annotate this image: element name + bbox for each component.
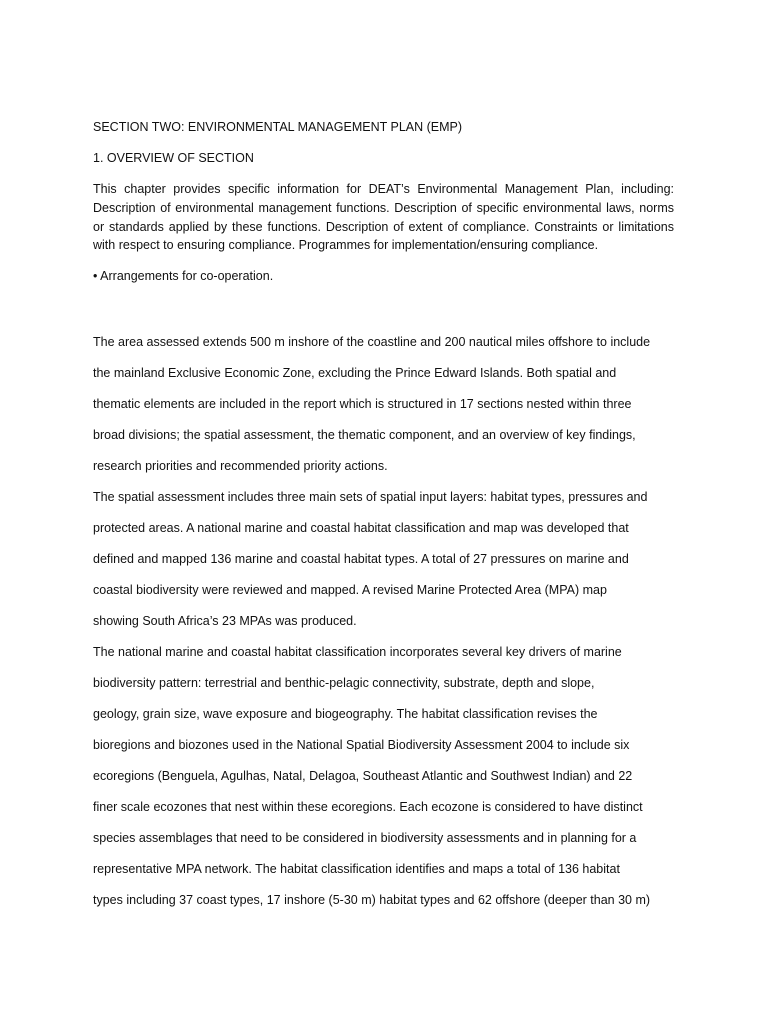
paragraph-spatial-assessment bbox=[93, 482, 674, 637]
paragraph-line: defined and mapped 136 marine and coastal habitat types. A total of 27 pressures on marine and bbox=[93, 552, 629, 567]
paragraph-line: The spatial assessment includes three main sets of spatial input layers: habitat types, pressures and bbox=[93, 490, 648, 505]
paragraph-line: protected areas. A national marine and coastal habitat classification and map was developed that bbox=[93, 521, 629, 536]
paragraph-line: geology, grain size, wave exposure and biogeography. The habitat classification revises the bbox=[93, 707, 598, 722]
subsection-title: 1. OVERVIEW OF SECTION bbox=[93, 151, 254, 165]
paragraph-line: the mainland Exclusive Economic Zone, excluding the Prince Edward Islands. Both spatial and bbox=[93, 366, 617, 381]
paragraph-habitat-classification bbox=[93, 637, 674, 916]
section-title: SECTION TWO: ENVIRONMENTAL MANAGEMENT PLAN (EMP) bbox=[93, 120, 463, 134]
paragraph-line: The area assessed extends 500 m inshore of the coastline and 200 nautical miles offshore to include bbox=[93, 335, 651, 350]
paragraph-line: species assemblages that need to be considered in biodiversity assessments and in planning for a bbox=[93, 831, 637, 846]
paragraph-area-assessed bbox=[93, 327, 674, 482]
intro-paragraph: This chapter provides specific information for DEAT’s Environmental Management Plan, including: Description of environmental management functions. Description of specific environmental laws, norms or standards applied by these functions. Description of extent of compliance. Constraints or limitations with respect to ensuring compliance. Programmes for implementation/ensuring compliance. bbox=[93, 182, 674, 253]
bullet-item: • Arrangements for co-operation. bbox=[93, 269, 274, 284]
paragraph-line: broad divisions; the spatial assessment, the thematic component, and an overview of key findings, bbox=[93, 428, 636, 443]
paragraph-line: types including 37 coast types, 17 inshore (5-30 m) habitat types and 62 offshore (deeper than 30 m) bbox=[93, 893, 651, 908]
paragraph-line: showing South Africa’s 23 MPAs was produced. bbox=[93, 614, 357, 629]
paragraph-line: thematic elements are included in the report which is structured in 17 sections nested within three bbox=[93, 397, 632, 412]
paragraph-line: The national marine and coastal habitat classification incorporates several key drivers of marine bbox=[93, 645, 622, 660]
paragraph-line: biodiversity pattern: terrestrial and benthic-pelagic connectivity, substrate, depth and slope, bbox=[93, 676, 595, 691]
paragraph-line: ecoregions (Benguela, Agulhas, Natal, Delagoa, Southeast Atlantic and Southwest Indian) and 22 bbox=[93, 769, 633, 784]
document-page bbox=[93, 118, 674, 916]
paragraph-line: representative MPA network. The habitat classification identifies and maps a total of 136 habitat bbox=[93, 862, 620, 877]
paragraph-line: research priorities and recommended priority actions. bbox=[93, 459, 388, 474]
paragraph-line: finer scale ecozones that nest within these ecoregions. Each ecozone is considered to have distinct bbox=[93, 800, 643, 815]
paragraph-line: coastal biodiversity were reviewed and mapped. A revised Marine Protected Area (MPA) map bbox=[93, 583, 607, 598]
paragraph-line: bioregions and biozones used in the National Spatial Biodiversity Assessment 2004 to include six bbox=[93, 738, 630, 753]
